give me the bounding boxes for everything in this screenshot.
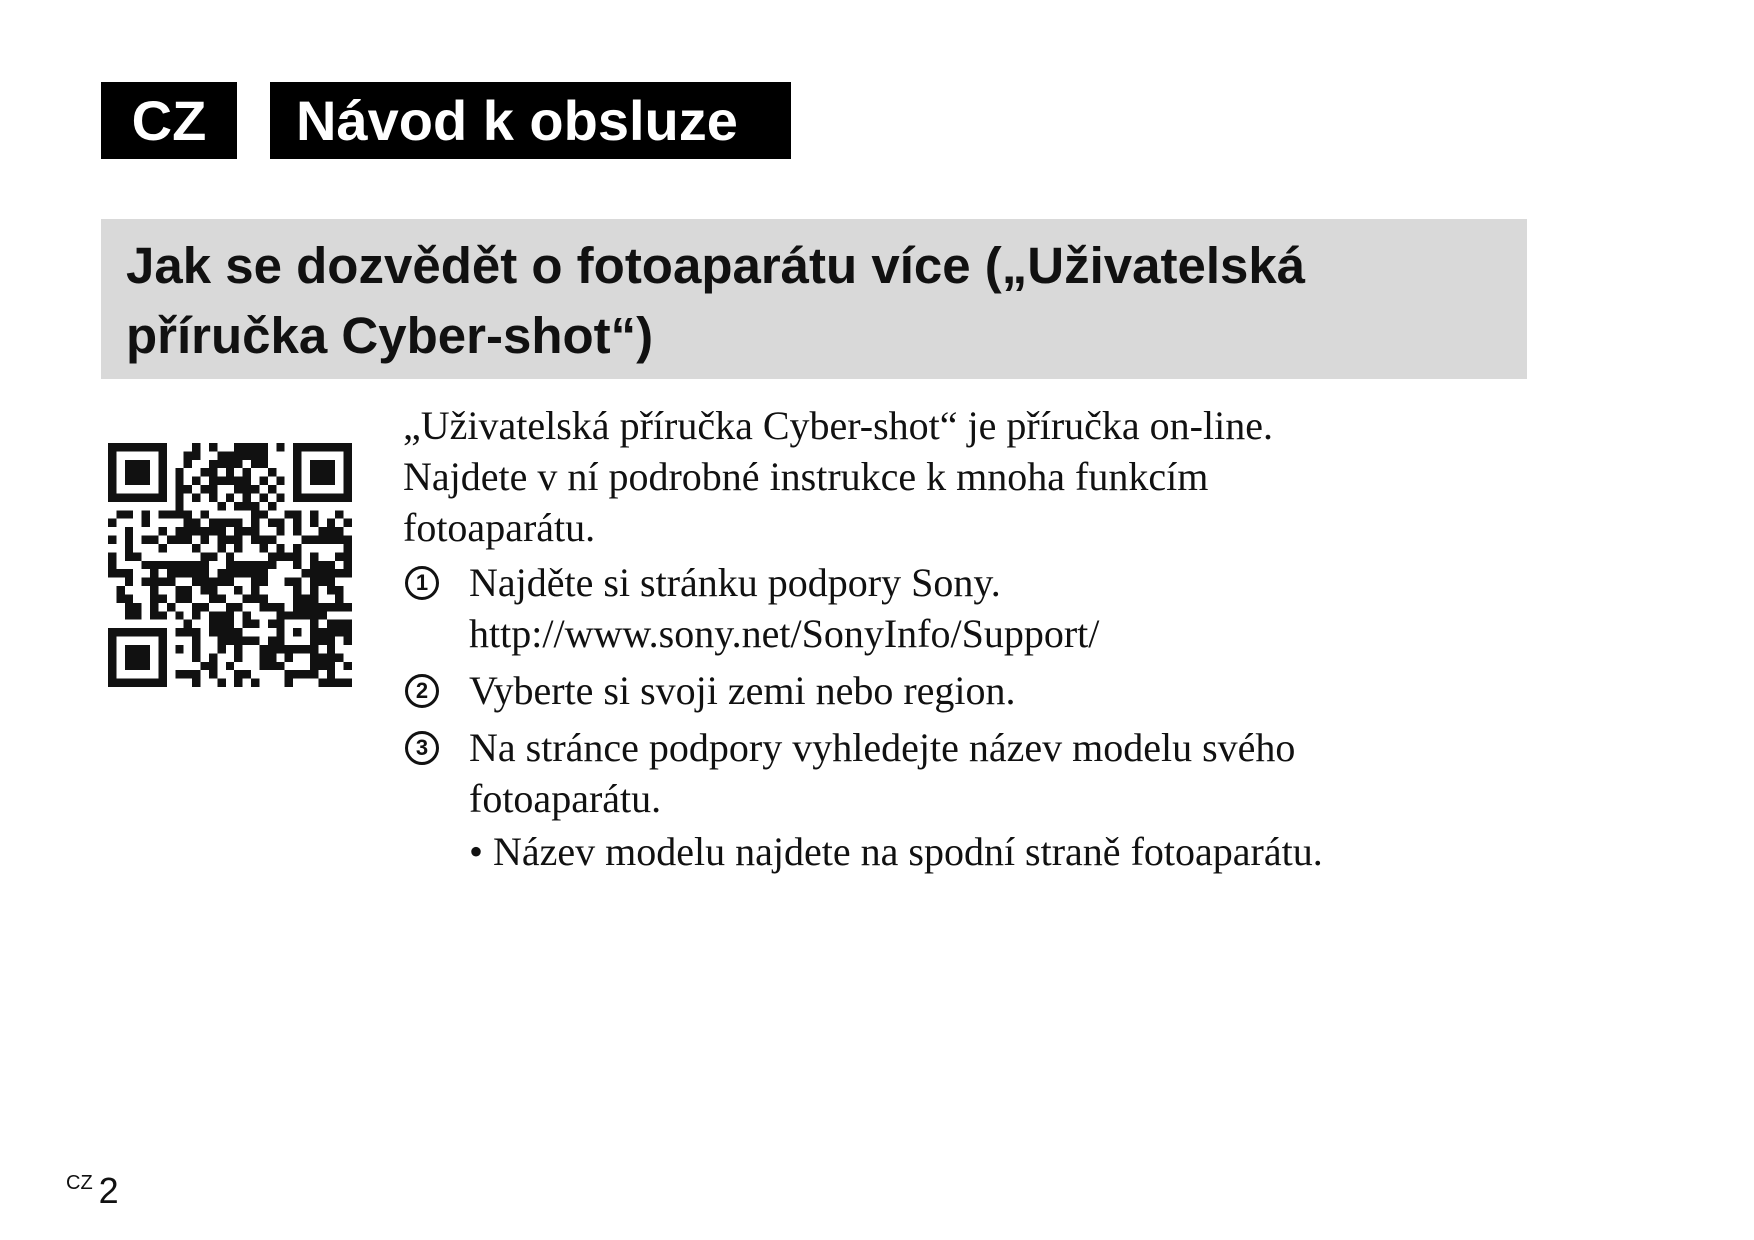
document-title: Návod k obsluze: [270, 82, 791, 159]
model-name-note: • Název modelu najdete na spodní straně fotoaparátu.: [469, 829, 1323, 874]
step-3-text-line-2: fotoaparátu.: [469, 776, 662, 821]
step-3-text-line-1: Na stránce podpory vyhledejte název modelu svého: [469, 725, 1296, 770]
intro-line-2: Najdete v ní podrobné instrukce k mnoha funkcím: [403, 454, 1209, 499]
step-1: [403, 557, 1533, 659]
step-2-text: Vyberte si svoji zemi nebo region.: [469, 668, 1016, 713]
footer-language-code: CZ: [66, 1172, 93, 1194]
step-2: [403, 665, 1533, 716]
section-title: [126, 231, 1527, 371]
step-number-3: 3: [405, 731, 439, 765]
step-1-text: Najděte si stránku podpory Sony.: [469, 560, 1001, 605]
step-number-2: 2: [405, 674, 439, 708]
intro-line-3: fotoaparátu.: [403, 505, 596, 550]
intro-line-1: „Uživatelská příručka Cyber-shot“ je příručka on-line.: [403, 403, 1273, 448]
section-header: [101, 219, 1527, 379]
page-footer: [66, 1170, 119, 1212]
section-title-line-1: Jak se dozvědět o fotoaparátu více („Uživatelská: [126, 237, 1306, 294]
step-3: [403, 722, 1533, 877]
content-body: [403, 400, 1533, 883]
step-number-1: 1: [405, 566, 439, 600]
support-url: http://www.sony.net/SonyInfo/Support/: [469, 611, 1100, 656]
language-badge: CZ: [101, 82, 237, 159]
section-title-line-2: příručka Cyber-shot“): [126, 307, 654, 364]
page-number: 2: [98, 1170, 119, 1211]
intro-paragraph: [403, 400, 1533, 553]
qr-code-icon: [108, 443, 352, 687]
